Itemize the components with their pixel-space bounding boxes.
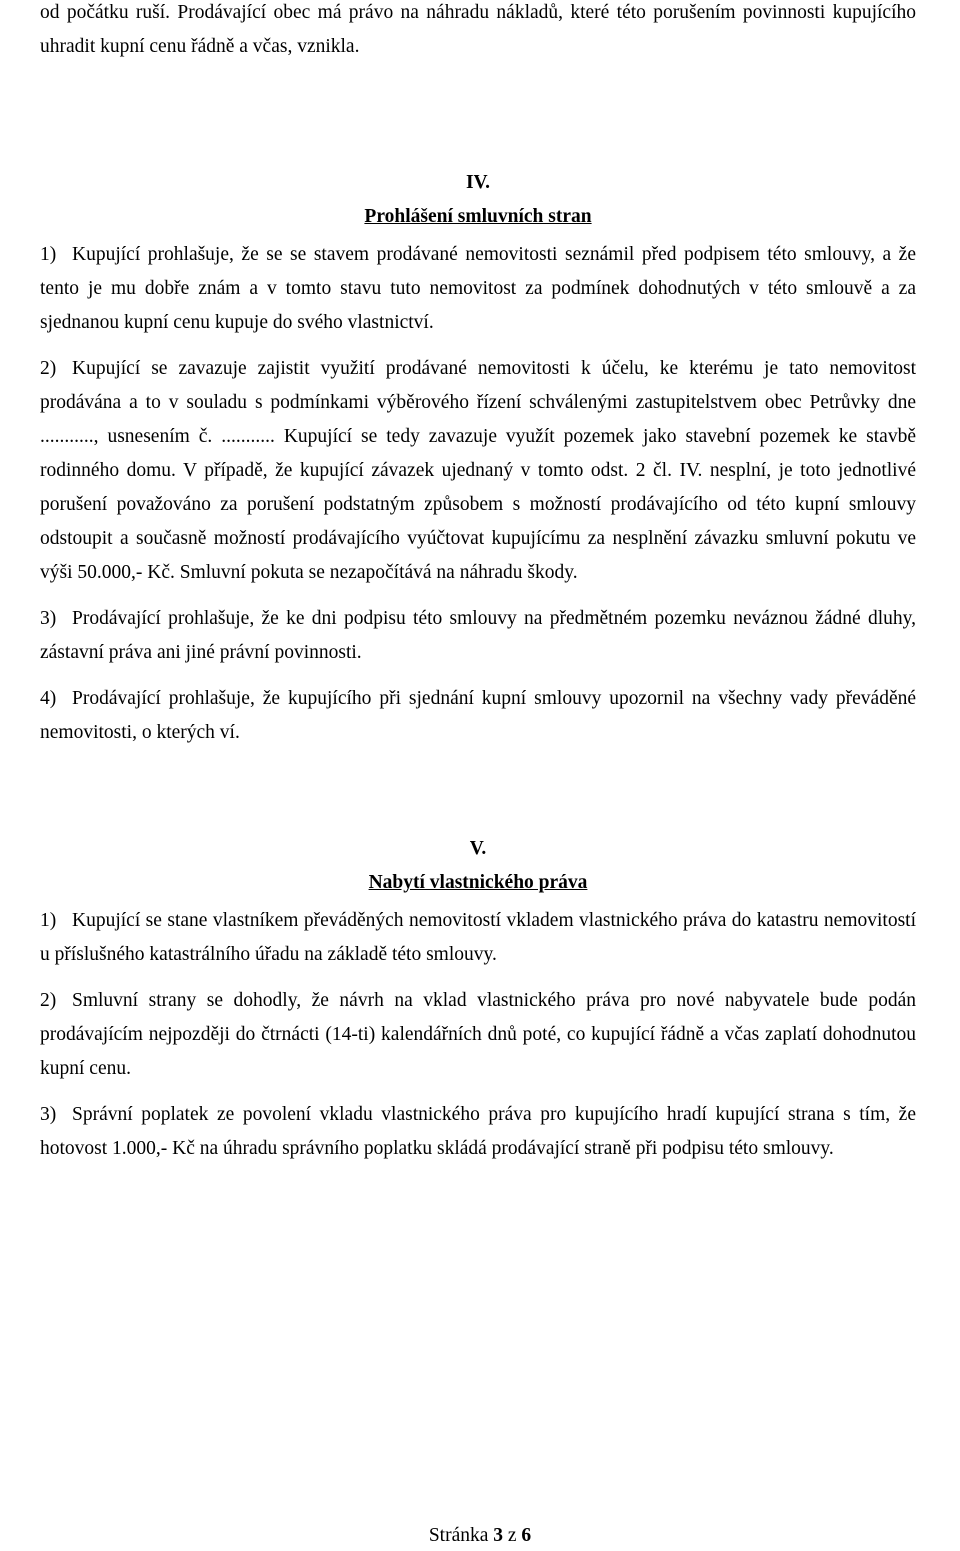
section-4-item-4 bbox=[40, 682, 916, 750]
section-4-item-3 bbox=[40, 602, 916, 670]
section-5-item-3 bbox=[40, 1098, 916, 1166]
section-4-title: Prohlášení smluvních stran bbox=[364, 206, 592, 227]
item-number: 4) bbox=[40, 688, 57, 709]
section-4-number: IV. bbox=[465, 172, 491, 193]
item-text: Kupující se stane vlastníkem převáděných nemovitostí vkladem vlastnického práva do katastru nemovitostí u příslušného katastrálního úřadu na základě této smlouvy. bbox=[40, 910, 916, 965]
section-5-item-1 bbox=[40, 904, 916, 972]
footer-total-pages: 6 bbox=[521, 1525, 532, 1546]
item-number: 2) bbox=[40, 990, 57, 1011]
item-number: 3) bbox=[40, 608, 57, 629]
intro-paragraph: od počátku ruší. Prodávající obec má právo na náhradu nákladů, které této porušením povinnosti kupujícího uhradit kupní cenu řádně a včas, vznikla. bbox=[40, 2, 916, 57]
spacer bbox=[40, 64, 916, 166]
item-number: 1) bbox=[40, 910, 57, 931]
item-number: 1) bbox=[40, 244, 57, 265]
section-4-item-2 bbox=[40, 352, 916, 590]
footer-prefix: Stránka bbox=[428, 1525, 489, 1546]
spacer bbox=[40, 762, 916, 832]
page-footer bbox=[0, 1521, 960, 1551]
item-text: Prodávající prohlašuje, že kupujícího při sjednání kupní smlouvy upozornil na všechny vady převáděné nemovitosti, o kterých ví. bbox=[40, 688, 916, 743]
item-text: Smluvní strany se dohodly, že návrh na vklad vlastnického práva pro nové nabyvatele bude podán prodávajícím nejpozději do čtrnácti (14-ti) kalendářních dnů poté, co kupující řádně a včas zaplatí dohodnutou kupní cenu. bbox=[40, 990, 916, 1079]
section-4-item-1 bbox=[40, 238, 916, 340]
item-text: Kupující prohlašuje, že se se stavem prodávané nemovitosti seznámil před podpisem této smlouvy, a že tento je mu dobře znám a v tomto stavu tuto nemovitost za podmínek dohodnutých v této smlouvě a za sjednanou kupní cenu kupuje do svého vlastnictví. bbox=[40, 244, 916, 333]
footer-page-number: 3 bbox=[493, 1525, 504, 1546]
item-text: Prodávající prohlašuje, že ke dni podpisu této smlouvy na předmětném pozemku neváznou žádné dluhy, zástavní práva ani jiné právní povinnosti. bbox=[40, 608, 916, 663]
item-number: 2) bbox=[40, 358, 57, 379]
section-5-number: V. bbox=[469, 838, 487, 859]
item-number: 3) bbox=[40, 1104, 57, 1125]
section-5-item-2 bbox=[40, 984, 916, 1086]
item-text: Správní poplatek ze povolení vkladu vlastnického práva pro kupujícího hradí kupující strana s tím, že hotovost 1.000,- Kč na úhradu správního poplatku skládá prodávající straně při podpisu této smlouvy. bbox=[40, 1104, 916, 1159]
footer-of: z bbox=[507, 1525, 517, 1546]
item-text: Kupující se zavazuje zajistit využití prodávané nemovitosti k účelu, ke kterému je tato nemovitost prodávána a to v souladu s podmínkami výběrového řízení schválenými zastupitelstvem obec Petrůvky dne ..........., usnesením č. ........... Kupující se tedy zavazuje využít pozemek jako stavební pozemek ke stavbě rodinného domu. V případě, že kupující závazek ujednaný v tomto odst. 2 čl. IV. nesplní, je toto jednotlivé porušení považováno za porušení podstatným způsobem s možností prodávajícího od této kupní smlouvy odstoupit a současně možností prodávajícího vyúčtovat kupujícímu za nesplnění závazku smluvní pokutu ve výši 50.000,- Kč. Smluvní pokuta se nezapočítává na náhradu škody. bbox=[40, 358, 916, 583]
document-page bbox=[40, 0, 916, 1178]
section-5-title: Nabytí vlastnického práva bbox=[368, 872, 588, 893]
